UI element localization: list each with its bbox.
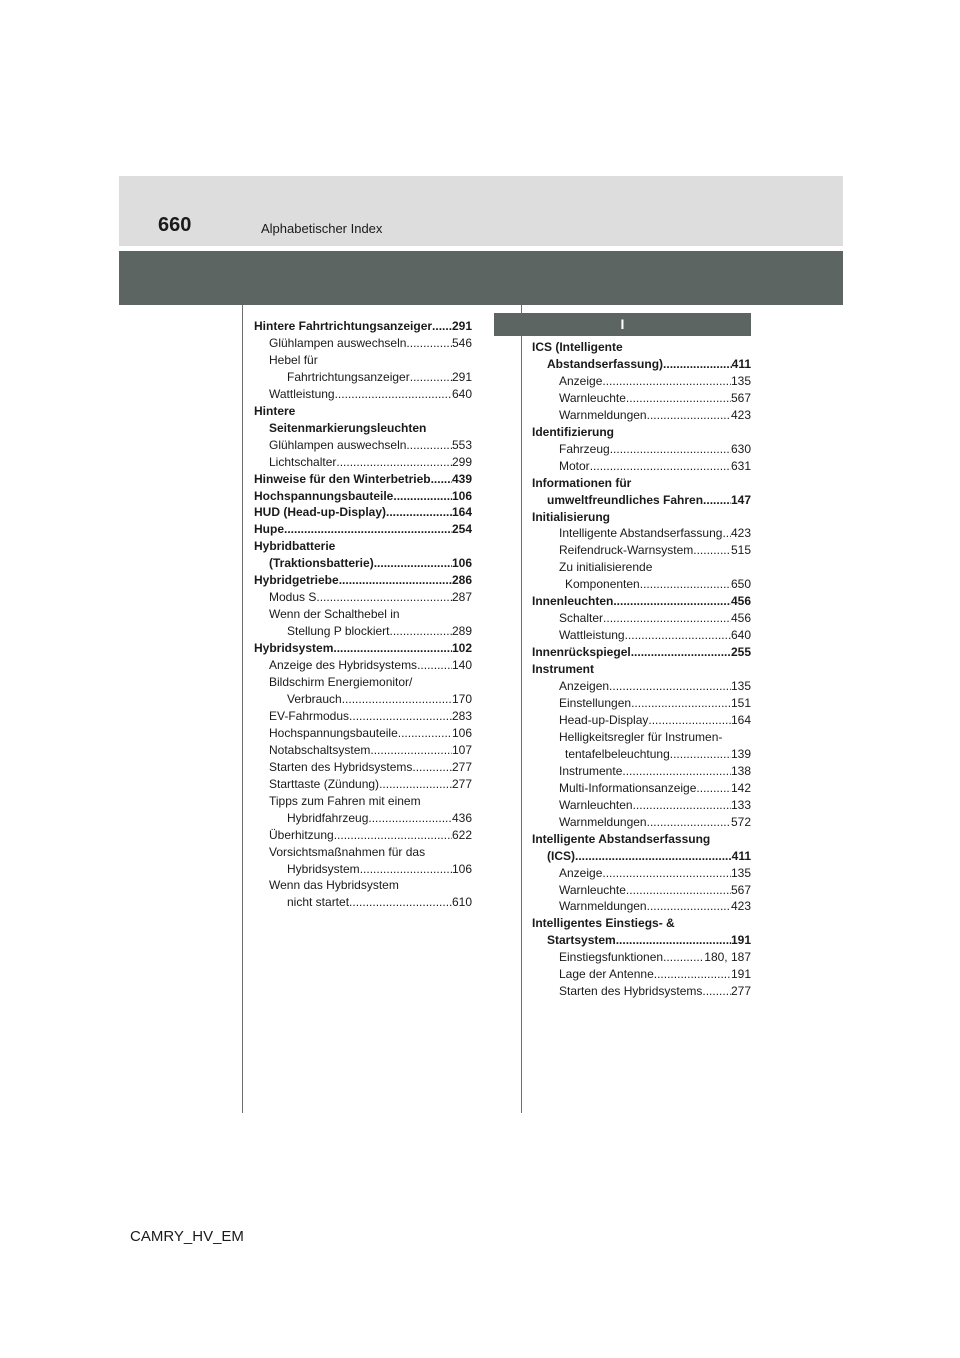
index-entry (532, 898, 751, 915)
index-entry-term: Hebel für (269, 352, 318, 367)
index-entry-page[interactable]: 456 (730, 611, 751, 626)
index-entry-leader (370, 742, 452, 759)
index-entry-leader (432, 318, 452, 335)
index-entry (532, 576, 751, 593)
index-entry-leader (633, 797, 731, 814)
index-entry-term: Hinweise für den Winterbetrieb (254, 471, 431, 486)
index-entry-leader (602, 373, 731, 390)
index-entry-page[interactable]: 140 (451, 658, 472, 673)
index-entry-page[interactable]: 277 (451, 759, 472, 774)
index-entry-page[interactable]: 286 (451, 573, 472, 588)
index-entry-leader (431, 471, 452, 488)
index-entry-term: Fahrzeug (559, 441, 610, 456)
index-entry-page[interactable]: 135 (730, 373, 751, 388)
index-entry-term: Warnmeldungen (559, 899, 647, 914)
index-entry-page[interactable]: 180, 187 (704, 950, 751, 965)
index-entry-leader (625, 627, 731, 644)
index-entry (254, 572, 472, 589)
index-entry (532, 678, 751, 695)
index-entry (254, 742, 472, 759)
index-entry-leader (663, 949, 704, 966)
index-entry-page[interactable]: 106 (451, 556, 472, 571)
index-entry-term: Lichtschalter (269, 454, 337, 469)
index-entry-leader (603, 610, 731, 627)
index-entry-term: Anzeige (559, 865, 603, 880)
index-entry-term: Warnleuchten (559, 797, 633, 812)
index-entry (532, 339, 751, 356)
title-bar (119, 251, 843, 305)
index-entry-page[interactable]: 106 (451, 488, 472, 503)
header-band (119, 176, 843, 246)
column-divider-middle (521, 305, 522, 1113)
index-entry (254, 725, 472, 742)
index-entry (254, 894, 472, 911)
index-entry-term: Innenleuchten (532, 594, 614, 609)
index-entry-term: Multi-Informationsanzeige (559, 780, 697, 795)
index-entry-term: Hintere (254, 403, 296, 418)
footer-code: CAMRY_HV_EM (130, 1228, 244, 1245)
index-entry-term: Hybridsystem (287, 861, 360, 876)
index-entry-leader (609, 678, 731, 695)
index-entry (532, 390, 751, 407)
index-entry-leader (610, 441, 731, 458)
index-entry (532, 644, 751, 661)
index-entry-page[interactable]: 423 (730, 526, 751, 541)
index-entry-leader (398, 725, 452, 742)
index-entry (532, 848, 751, 865)
index-entry-page[interactable]: 164 (451, 505, 472, 520)
index-entry (254, 488, 472, 505)
index-entry (532, 475, 751, 492)
index-entry-leader (616, 932, 731, 949)
index-entry-page[interactable]: 567 (730, 882, 751, 897)
index-entry (254, 420, 472, 437)
index-entry-page[interactable]: 106 (451, 725, 472, 740)
index-entry (254, 606, 472, 623)
index-entry-page[interactable]: 622 (451, 827, 472, 842)
index-entry-page[interactable]: 631 (730, 458, 751, 473)
index-entry-leader (412, 759, 452, 776)
index-entry-leader (702, 983, 731, 1000)
index-entry (254, 793, 472, 810)
index-entry-term: Einstellungen (559, 696, 632, 711)
index-entry (254, 657, 472, 674)
index-entry-leader (622, 763, 731, 780)
index-entry-page[interactable]: 106 (451, 861, 472, 876)
index-entry-page[interactable]: 423 (730, 407, 751, 422)
index-entry (532, 525, 751, 542)
index-entry (254, 471, 472, 488)
index-entry-page[interactable]: 572 (730, 814, 751, 829)
index-entry-page[interactable]: 283 (451, 708, 472, 723)
index-entry-leader (334, 827, 452, 844)
index-entry-leader (342, 691, 452, 708)
index-entry-page[interactable]: 138 (730, 763, 751, 778)
index-entry-page[interactable]: 135 (730, 679, 751, 694)
index-entry (532, 424, 751, 441)
index-entry-term: Glühlampen auswechseln (269, 335, 407, 350)
index-entry (254, 403, 472, 420)
page-number: 660 (158, 214, 192, 236)
index-entry (532, 983, 751, 1000)
index-entry-term: Hybridbatterie (254, 539, 336, 554)
index-entry-term: Hochspannungsbauteile (269, 725, 398, 740)
index-entry-leader (406, 437, 452, 454)
header-title: Alphabetischer Index (261, 221, 383, 236)
index-entry (532, 831, 751, 848)
index-entry (254, 521, 472, 538)
index-entry-term: Identifizierung (532, 424, 614, 439)
index-entry-leader (647, 407, 731, 424)
index-entry-term: Startsystem (547, 933, 616, 948)
index-entry (254, 827, 472, 844)
index-entry-leader (647, 898, 731, 915)
index-entry-term: (ICS) (547, 848, 575, 863)
index-entry-term: Starten des Hybridsystems (269, 759, 413, 774)
index-entry-term: Fahrtrichtungsanzeiger (287, 369, 410, 384)
index-entry (532, 865, 751, 882)
index-entry (532, 966, 751, 983)
index-entry-leader (406, 335, 452, 352)
index-entry (254, 759, 472, 776)
index-entry-term: Hybridsystem (254, 641, 334, 656)
index-entry-leader (647, 814, 731, 831)
index-entry-term: nicht startet (287, 895, 350, 910)
index-entry-page[interactable]: 299 (451, 454, 472, 469)
index-entry-leader (360, 861, 452, 878)
index-entry-page[interactable]: 107 (451, 742, 472, 757)
index-entry (532, 746, 751, 763)
index-entry (254, 589, 472, 606)
index-column-left (254, 318, 472, 911)
index-entry-term: Tipps zum Fahren mit einem (269, 793, 421, 808)
index-entry-term: Hintere Fahrtrichtungsanzeiger (254, 319, 433, 333)
index-entry-page[interactable]: 567 (730, 390, 751, 405)
index-entry-term: Warnmeldungen (559, 814, 647, 829)
index-entry-leader (349, 708, 452, 725)
index-entry-leader (626, 882, 731, 899)
index-entry-page[interactable]: 254 (451, 522, 472, 537)
index-entry-leader (336, 454, 452, 471)
index-entry-page[interactable]: 436 (451, 810, 472, 825)
index-entry (532, 932, 751, 949)
index-entry-leader (696, 780, 731, 797)
index-entry-page[interactable]: 287 (451, 590, 472, 605)
index-entry-term: Einstiegsfunktionen (559, 950, 664, 965)
index-entry-page[interactable]: 277 (451, 776, 472, 791)
index-entry (254, 538, 472, 555)
index-entry-term: Vorsichtsmaßnahmen für das (269, 844, 426, 859)
index-entry-leader (410, 369, 452, 386)
index-entry (532, 729, 751, 746)
index-entry (254, 708, 472, 725)
index-entry-leader (316, 589, 452, 606)
index-entry (254, 504, 472, 521)
index-entry-term: Schalter (559, 611, 604, 626)
index-entry-leader (602, 865, 731, 882)
index-entry-page[interactable]: 147 (730, 492, 751, 507)
index-entry-page[interactable]: 135 (730, 865, 751, 880)
index-entry-page[interactable]: 133 (730, 797, 751, 812)
index-entry (532, 593, 751, 610)
index-entry (254, 555, 472, 572)
index-entry-leader (654, 966, 731, 983)
index-entry-leader (575, 848, 732, 865)
index-entry-term: Notabschaltsystem (269, 742, 371, 757)
index-entry-term: Helligkeitsregler für Instrumen- (559, 729, 723, 744)
index-entry-page[interactable]: 411 (731, 356, 751, 371)
index-entry (254, 776, 472, 793)
index-entry (254, 640, 472, 657)
index-entry-term: Warnleuchte (559, 390, 626, 405)
index-entry-page[interactable]: 630 (730, 441, 751, 456)
index-entry (254, 691, 472, 708)
index-entry-leader (663, 356, 732, 373)
index-entry (254, 369, 472, 386)
index-entry-leader (374, 555, 452, 572)
index-entry-term: Wattleistung (559, 628, 625, 643)
index-entry-page[interactable]: 255 (730, 645, 751, 660)
index-entry-page[interactable]: 277 (730, 984, 751, 999)
index-entry-leader (335, 386, 452, 403)
index-entry-leader (386, 504, 452, 521)
index-entry (254, 674, 472, 691)
index-entry-term: (Traktionsbatterie) (269, 556, 374, 571)
index-entry (532, 356, 751, 373)
index-entry (254, 810, 472, 827)
index-entry-page[interactable]: 291 (451, 319, 472, 333)
index-entry-leader (631, 695, 731, 712)
index-entry-leader (590, 458, 731, 475)
index-entry-term: Intelligente Abstandserfassung (532, 831, 711, 846)
index-entry-term: Instrumente (559, 763, 623, 778)
index-entry-page[interactable]: 151 (730, 696, 751, 711)
index-entry-term: Wenn der Schalthebel in (269, 607, 400, 622)
index-entry-page[interactable]: 139 (730, 746, 751, 761)
index-entry-leader (390, 623, 452, 640)
index-entry (532, 542, 751, 559)
column-divider-left (242, 305, 243, 1113)
index-entry-term: EV-Fahrmodus (269, 708, 350, 723)
index-entry-leader (349, 894, 452, 911)
index-entry-term: Hochspannungsbauteile (254, 488, 394, 503)
index-entry (532, 763, 751, 780)
index-entry (532, 780, 751, 797)
index-entry-leader (393, 488, 452, 505)
index-entry-leader (368, 810, 452, 827)
index-entry-page[interactable]: 650 (730, 577, 751, 592)
index-entry-term: Warnmeldungen (559, 407, 647, 422)
index-entry (532, 559, 751, 576)
index-entry-leader (722, 525, 731, 542)
index-entry-term: ICS (Intelligente (532, 340, 623, 354)
index-entry (532, 610, 751, 627)
index-entry-page[interactable]: 102 (451, 641, 472, 656)
index-entry-page[interactable]: 553 (451, 437, 472, 452)
index-entry-page[interactable]: 423 (730, 899, 751, 914)
index-entry-leader (693, 542, 731, 559)
index-entry-term: Warnleuchte (559, 882, 626, 897)
index-entry (254, 352, 472, 369)
index-entry-term: Glühlampen auswechseln (269, 437, 407, 452)
index-entry (254, 877, 472, 894)
index-entry-page[interactable]: 515 (730, 543, 751, 558)
index-entry-term: Anzeige des Hybridsystems (269, 658, 418, 673)
index-entry (532, 814, 751, 831)
index-entry-page[interactable]: 291 (451, 369, 472, 384)
index-entry-term: Starten des Hybridsystems (559, 984, 703, 999)
index-entry-term: Informationen für (532, 475, 632, 490)
index-entry (532, 915, 751, 932)
index-entry-leader (339, 572, 452, 589)
index-entry (254, 861, 472, 878)
index-entry (254, 623, 472, 640)
index-entry-term: Hybridfahrzeug (287, 810, 369, 825)
index-entry-page[interactable]: 439 (451, 471, 472, 486)
index-entry-leader (648, 712, 731, 729)
index-entry (532, 492, 751, 509)
index-entry-term: Motor (559, 458, 590, 473)
index-entry-leader (640, 576, 731, 593)
index-entry-page[interactable]: 610 (451, 895, 472, 910)
index-entry-term: Initialisierung (532, 509, 611, 524)
index-entry-leader (670, 746, 731, 763)
section-letter-bar: I (494, 313, 751, 336)
index-entry-term: Instrument (532, 662, 595, 677)
index-entry-term: Zu initialisierende (559, 560, 653, 575)
index-entry-term: Head-up-Display (559, 712, 649, 727)
index-entry-term: umweltfreundliches Fahren (547, 492, 704, 507)
index-entry-leader (626, 390, 731, 407)
index-entry-term: Überhitzung (269, 827, 334, 842)
index-entry-term: Intelligente Abstandserfassung (559, 526, 723, 541)
index-entry-page[interactable]: 640 (451, 386, 472, 401)
index-entry-leader (284, 521, 452, 538)
index-entry (254, 386, 472, 403)
index-entry-page[interactable]: 191 (730, 933, 751, 948)
index-entry (532, 407, 751, 424)
index-entry-term: Stellung P blockiert (287, 624, 390, 639)
index-entry (532, 627, 751, 644)
index-entry-term: Hupe (254, 522, 284, 537)
index-entry-term: Abstandserfassung) (547, 356, 664, 371)
index-entry (532, 797, 751, 814)
index-entry-leader (703, 492, 731, 509)
index-entry (532, 882, 751, 899)
index-entry (254, 454, 472, 471)
index-entry (254, 318, 472, 335)
index-entry-term: Reifendruck-Warnsystem (559, 543, 694, 558)
index-entry-page[interactable]: 411 (731, 848, 751, 863)
index-entry (532, 661, 751, 678)
index-entry (532, 373, 751, 390)
index-entry-leader (333, 640, 452, 657)
index-entry (532, 695, 751, 712)
index-entry-term: Modus S (269, 590, 317, 605)
index-entry-term: Intelligentes Einstiegs- & (532, 916, 675, 931)
index-entry-term: Wattleistung (269, 386, 335, 401)
index-entry-page[interactable]: 289 (451, 624, 472, 639)
index-entry (532, 441, 751, 458)
index-entry-page[interactable]: 546 (451, 335, 472, 350)
index-entry-leader (379, 776, 452, 793)
index-entry-term: Anzeigen (559, 679, 610, 694)
index-entry-leader (631, 644, 731, 661)
index-entry-term: Anzeige (559, 373, 603, 388)
index-entry (254, 844, 472, 861)
index-entry-term: tentafelbeleuchtung (565, 746, 670, 761)
index-entry-leader (417, 657, 452, 674)
index-entry-page[interactable]: 164 (730, 712, 751, 727)
index-entry-page[interactable]: 640 (730, 628, 751, 643)
index-entry-page[interactable]: 170 (451, 691, 472, 706)
index-entry (532, 509, 751, 526)
index-entry-term: Lage der Antenne (559, 967, 654, 982)
index-entry-leader (613, 593, 731, 610)
index-entry-page[interactable]: 142 (730, 780, 751, 795)
index-entry-term: HUD (Head-up-Display) (254, 505, 387, 520)
index-entry-term: Hybridgetriebe (254, 573, 339, 588)
index-entry (532, 458, 751, 475)
index-entry-page[interactable]: 191 (730, 967, 751, 982)
index-entry (254, 335, 472, 352)
index-entry-term: Innenrückspiegel (532, 645, 631, 660)
index-entry-term: Bildschirm Energiemonitor/ (269, 675, 413, 690)
index-column-right (532, 339, 751, 1000)
index-entry-term: Komponenten (565, 577, 640, 592)
index-entry (254, 437, 472, 454)
index-entry (532, 712, 751, 729)
index-entry-term: Starttaste (Zündung) (269, 776, 380, 791)
index-entry-term: Wenn das Hybridsystem (269, 878, 399, 893)
index-entry-term: Verbrauch (287, 691, 342, 706)
index-entry-page[interactable]: 456 (730, 594, 751, 609)
index-entry (532, 949, 751, 966)
index-entry-term: Seitenmarkierungsleuchten (269, 420, 427, 435)
